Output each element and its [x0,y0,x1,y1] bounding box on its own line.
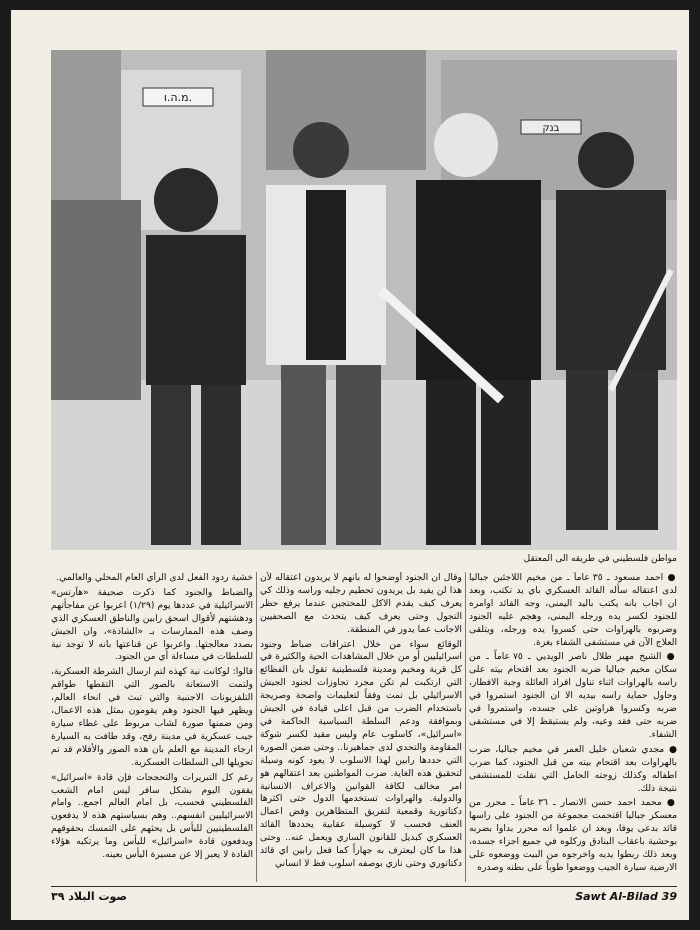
magazine-page [11,10,689,920]
page-footer [51,886,677,905]
paragraph: ● الشيخ مهير طلال ناصر الويديي ـ ٧٥ عاماً ـ من سكان مخيم جباليا ضربه الجنود بعد اقتحام بيته على راسه بالهراوات اثناء تناول افراد العائلة وجبة الافطار، وحاول حماية راسه بيديه الا ان الجنود استمروا في ضربه وكسروا هراوتين على جسده، واستمروا في ضربه حتى فقد وعيه، ولم يستيقظ إلا في مستشفى الشفاء. [469,651,677,740]
paragraph: ● مجدي شعبان خليل العمر في مخيم جباليا، ضرب بالهراوات بعد اقتحام بيته من قبل الجنود، كما ضرب اطفاله وكذلك زوجته الحامل التي نقلت للمستشفى نتيجة ذلك. [469,743,677,794]
column-middle [260,572,462,882]
column-divider [256,572,257,882]
helmet-center [434,113,498,177]
column-right [469,572,677,882]
paragraph: خشية ردود الفعل لدى الرأي العام المحلي والعالمي. [56,572,253,583]
paragraph: وقال ان الجنود أوضحوا له بانهم لا يريدون اعتقاله لأن هذا لن يفيد بل يريدون تحطيم رجليه وراسه وذلك كي يعرف كيف يقدم الاكل للمحتجين عندما يرفع حظر التجول وحتى يعرف كيف يتحدث مع الصحفيين الاجانب عما يدور في المنطقة. [260,572,462,635]
paragraph: والضباط والجنود كما ذكرت صحيفة «هآرتس» الاسرائيلية في عددها يوم (١/٢٩) اعربوا عن مفاجأتهم ودهشتهم لأقوال اسحق رابين والناطق العسكري الذي وصف هذه الممارسات بـ «الشاذة»، وان الجيش بصدد معالجتها. واعربوا عن قناعتها بانه لا توجد نية للسلطات في مساءلة أي من الجنود. [51,586,253,663]
soldier-left-leg2 [201,385,241,545]
soldier-right-body [556,190,666,370]
soldier-right-leg2 [616,370,658,530]
column-left [51,572,253,882]
footer-arabic-title: صوت البلاد ٣٩ [51,890,128,903]
paragraph: ● احمد مسعود ـ ٣٥ عاماً ـ من مخيم اللاجئين جباليا لدى اعتقاله سأله القائد العسكري باي يد تكتب، وبعد ان اجاب بانه يكتب باليد اليمنى، وجه القائد اوامره للجنود لكسر يده ورجله اليمنى، وهجم عليه الجنود وضربوه بالهراوات حتى كسروا يده ورجله، ويتلقى العلاج الآن في مستشفى الشفاء بغزة. [469,572,677,648]
paragraph: ● محمد احمد حسن الانصار ـ ٣٦ عاماً ـ محرر من معسكر جباليا اقتحمت مجموعة من الجنود على راسها قائد بدعى يوفا، وبعد ان علموا انه محرر بداوا بضربه بوحشية باعقاب البنادق وركلوه في جميع اجزاء جسده، وبعد ذلك ربطوا يديه واخرجوه من البيت ووضعوه على الارضية سيارة الجيب ووضعوا طوباً على بطنه وصدره [469,797,677,873]
paragraph: رغم كل التبريرات والتحججات فإن قادة «اسرائيل» يقفون اليوم بشكل سافر ليس امام الشعب الفلسطيني فحسب، بل امام العالم اجمع.. وامام الاسرائيليين انفسهم.. وهم بسياستهم هذه لا يدفعون الفلسطينيين لليأس بل يحثهم على التمسك بحقوقهم ويدفعون قادة «اسرائيل» لليأس وما يرتكبه هؤلاء القادة لا يعبر إلا عن مسيرة اليأس بعينه. [51,771,253,861]
helmet-right [578,132,634,188]
detainee-leg [281,365,326,545]
soldier-right-leg [566,370,608,530]
photo-caption: مواطن فلسطيني في طريقه الى المعتقل [523,554,677,564]
detainee-shirt [306,190,346,360]
soldier-left-leg [151,385,191,545]
column-divider [465,572,466,882]
photo-illustration [51,50,677,550]
bank-sign-text: בנק [542,123,560,134]
paragraph: قالوا: لوكانت نية كهذه لتم ارسال الشرطة العسكرية، ولتمت الاستعانة بالصور التي التقطها طواقم التلفزيونات الاجنبية والتي تبث في انحاء العالم، ويظهر فيها الجنود وهم يقومون بمثل هذه الاعمال، ومن ضمنها صورة لشاب مربوط على غطاء سيارة جيب عسكرية في مدينة رفح، وقد طافت به السيارة ارجاء المدينة مع العلم بان هذه الصور والأفلام قد تم تحويلها الى السلطات العسكرية. [51,666,253,768]
soldier-center-leg2 [481,380,531,545]
soldier-center-body [416,180,541,380]
parked-car [51,200,141,400]
detainee-head [293,122,349,178]
paragraph: الوقائع سواء من خلال اعترافات ضباط وجنود اسرائيليين أو من خلال المشاهدات الحية والكثيرة في كل قرية ومخيم ومدينة فلسطينية تقول بان الفظائع التي ارتكبت لم تكن مجرد تجاوزات لجنود الجيش الاسرائيلي بل تمت وفقاً لتعليمات واضحة وصريحة باستخدام الضرب من قبل اعلى قيادة في الجيش وبموافقة ودعم السلطة السياسية الحاكمة في «اسرائيل»، كاسلوب عام وليس مقيد لكسر شوكة المقاومة والتحدي لدى جماهيرنا.. وحتى ضمن الصورة التي حددها رابين لهذا الاسلوب لا يعود كونه وسيلة لتحقيق هذه الغاية. ضرب المواطنين بعد اعتقالهم هو امر مخالف لكافة القوانين والاعراف الانسانية والدولية. والهراوات تستخدمها الدول حتى اكثرها دكتاتورية وقمعية لتفريق المتظاهرين وفض اعمال العنف فحسب لا كوسيلة عقابية يحددها القائد العسكري كبديل للقانون الساري ويعمل عنه.. وحتى هذا ما كان ليعترف به جهاراً كما فعل رابين اي قائد دكتاتوري وحتى نازي بوصفه اسلوب فظ لا انساني [260,638,462,869]
article-columns [51,572,677,882]
soldier-left-body [146,235,246,385]
soldier-center-leg [426,380,476,545]
shop-sign-text: מ.ה.ו. [163,91,193,104]
detainee-leg2 [336,365,381,545]
footer-latin-title: Sawt Al-Bilad 39 [575,890,677,903]
helmet-left [154,168,218,232]
news-photo [51,50,677,550]
